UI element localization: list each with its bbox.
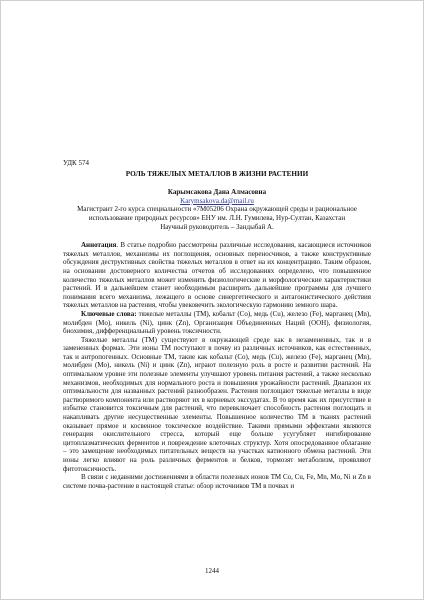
keywords-label: Ключевые слова: [81,309,137,318]
supervisor-text: Научный руководитель – Зандыбай А. [160,222,274,231]
author-affiliation [63,205,371,231]
author-name: Карымсакова Дана Алмасовна [167,188,267,197]
udk-code: УДК 574 [63,159,89,167]
abstract-label: Аннотация [81,241,117,250]
keywords-text: тяжелые металлы (ТМ), кобальт (Co), медь (Cu), железо (Fe), марганец (Mn), молибден (Mo), никель (Ni), цинк (Zn), Организация Объединенных Наций (ООН), физиология, биохимия, дифференциальный уровень токсичности. [63,309,371,336]
page-number: 1244 [205,567,219,575]
body-paragraph: В связи с недавними достижениями в области полезных ионов ТМ Co, Cu, Fe, Mn, Mo, Ni и Zn в системе почва-растение в настоящей статье: обзор источников ТМ в почвах и [63,473,371,490]
affiliation-text: Магистрант 2-го курса специальности «7М05206 Охрана окружающей среды и рациональное использование природных ресурсов» ЕНУ им. Л.Н. Гумилева, Нур-Султан, Казахстан [77,205,357,222]
article-content [63,159,371,490]
abstract-paragraph [63,241,371,310]
article-title: РОЛЬ ТЯЖЕЛЫХ МЕТАЛЛОВ В ЖИЗНИ РАСТЕНИИ [125,169,309,178]
author-email-link[interactable]: Karymsakova.da@mail.ru [180,196,254,205]
abstract-text: . В статье подробно рассмотрены различные исследования, касающиеся источников тяжелых металлов, механизмы их поглощения, основных переносчиков, а также конструктивные обсуждения деструктивных свойства тяжелых металлов в ответ на их концентрацию. Таким образом, на основании достоверного количества отчетов об исследованиях определено, что повышенное количество тяжелых металлов может изменить физиологические и морфологические характеристики растений. И в дальнейшем станет необходимым расширить дальнейшие программы для лучшего понимания всего механизма, лежащего в основе синергетического и антагонистического действия тяжелых металлов на растения, чтобы увековечить экологическую гармонию земного шара. [63,241,371,310]
keywords-paragraph [63,310,371,336]
body-paragraph: Тяжелые металлы (ТМ) существуют в окружающей среде как в незамененных, так и в замененных формах. Эти ионы ТМ поступают в почву из различных источников, как естественных, так и антропогенных. Основные ТМ, такие как кобальт (Co), медь (Cu), железо (Fe), марганец (Mn), молибден (Mo), никель (Ni) и цинк (Zn), играют полезную роль в росте и развитии растений. На оптимальном уровне эти полезные элементы улучшают уровень питания растений, а также несколько механизмов, необходимых для нормального роста и повышения урожайности растений. Диапазон их оптимальности для названных растений разнообразен. Растения поглощают тяжелые металлы в виде растворимого компонента или растворяют их в корневых экссудатах. В то время как их присутствие в избытке становится токсичным для растений, что перевключает способность растения поглощать и накапливать другие несущественные элементы. Повышенное количество ТМ в тканях растений оказывает прямое и косвенное токсическое воздействие. Такими прямыми эффектами являются генерация окислительного стресса, который еще больше усугубляет ингибирование цитоплазматических ферментов и повреждение клеточных структур. Хотя опосредованное облагание – это замещение необходимых питательных веществ на участках катионного обмена растений. Эти ионы легко влияют на роль различных ферментов и белков, тормозят метаболизм, проявляют фитотоксичность. [63,335,371,473]
